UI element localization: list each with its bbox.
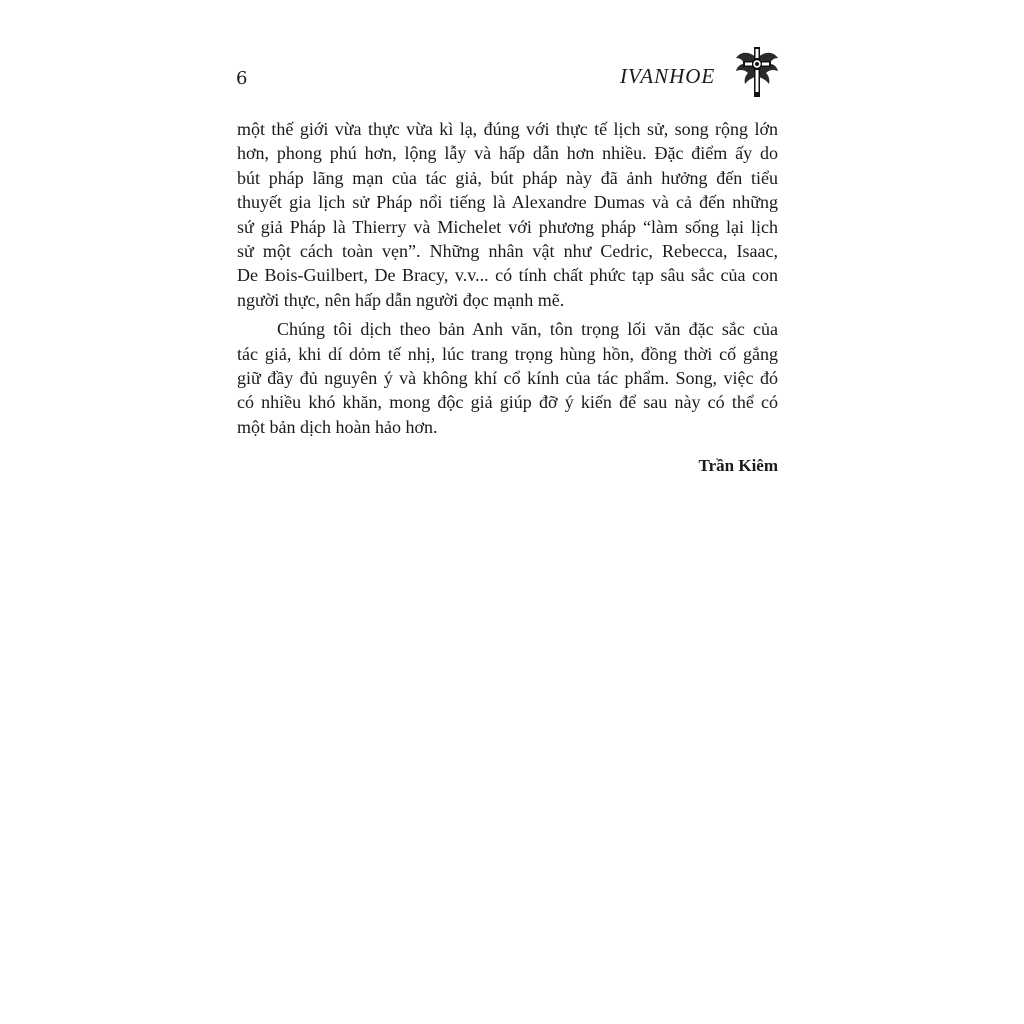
text-line: De Bois-Guilbert, De Bracy, v.v... có tính chất phức tạp sâu sắc của con	[237, 265, 778, 286]
main-text	[237, 117, 778, 439]
text-line: một bản dịch hoàn hảo hơn.	[237, 416, 438, 437]
text-line: tác giả, khi dí dỏm tế nhị, lúc trang trọng hùng hồn, đồng thời cố gắng	[237, 343, 778, 364]
paragraph-1	[237, 117, 778, 312]
text-line: có nhiều khó khăn, mong độc giả giúp đỡ ý kiến để sau này có thể có	[237, 392, 778, 413]
text-line: hơn, phong phú hơn, lộng lẫy và hấp dẫn hơn nhiều. Đặc điểm ấy do	[237, 143, 778, 164]
text-line: bút pháp lãng mạn của tác giả, bút pháp này đã ảnh hưởng đến tiểu	[237, 167, 778, 188]
text-line: sứ giả Pháp là Thierry và Michelet với phương pháp “làm sống lại lịch	[237, 216, 778, 237]
paragraph-2	[237, 317, 778, 439]
page-number: 6	[236, 68, 248, 89]
text-line: sử một cách toàn vẹn”. Những nhân vật như Cedric, Rebecca, Isaac,	[237, 241, 778, 262]
text-line: giữ đầy đủ nguyên ý và không khí cổ kính của tác phẩm. Song, việc đó	[237, 368, 778, 389]
translator-signature: Trần Kiêm	[698, 456, 778, 475]
text-line: một thế giới vừa thực vừa kì lạ, đúng với thực tế lịch sử, song rộng lớn	[237, 119, 778, 139]
text-line: thuyết gia lịch sử Pháp nổi tiếng là Alexandre Dumas và cả đến những	[237, 192, 778, 213]
running-header-title: IVANHOE	[620, 64, 716, 88]
text-line: người thực, nên hấp dẫn người đọc mạnh mẽ.	[237, 289, 565, 310]
text-line: Chúng tôi dịch theo bản Anh văn, tôn trọng lối văn đặc sắc của	[277, 319, 778, 340]
cross-emblem-icon	[734, 44, 780, 100]
